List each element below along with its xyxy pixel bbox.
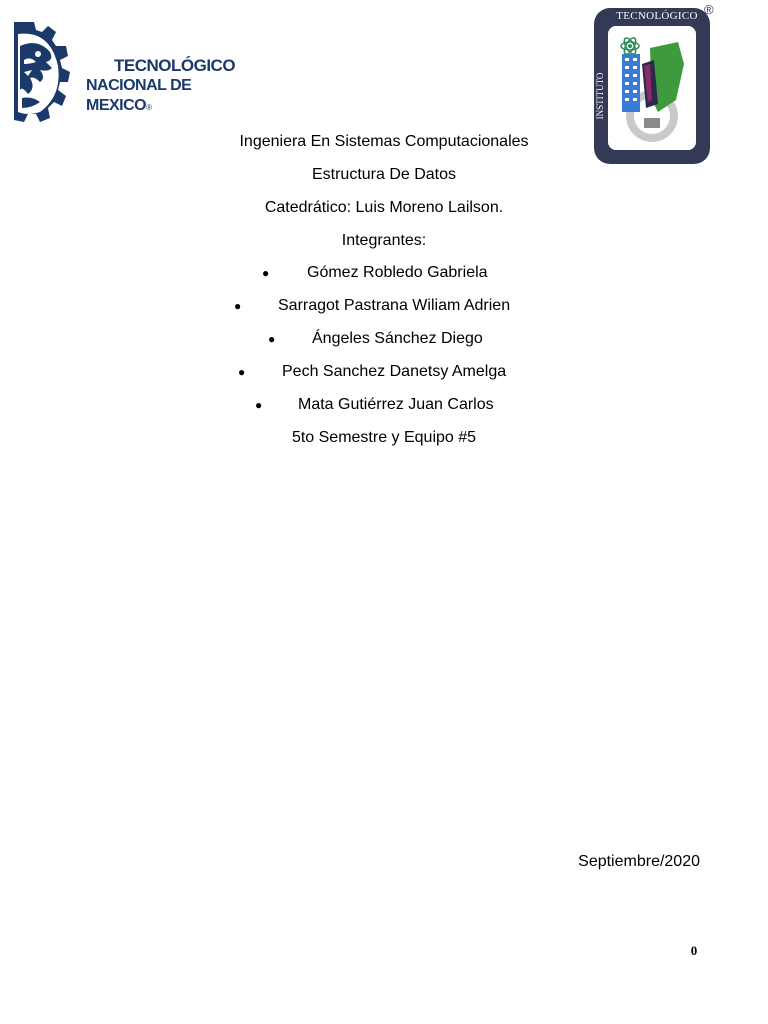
bullet-icon: ●: [255, 398, 263, 412]
itcancun-right-text: DE CANCÚN: [714, 69, 724, 123]
members-heading-text: Integrantes:: [341, 232, 427, 249]
member-name: Mata Gutiérrez Juan Carlos: [298, 396, 494, 413]
tecnm-wordmark-line1: TECNOLÓGICO: [114, 56, 236, 75]
itcancun-left-text: INSTITUTO: [595, 72, 605, 120]
page-number: 0: [690, 943, 698, 958]
bullet-icon: ●: [262, 266, 270, 280]
tecnm-wordmark: [86, 56, 240, 118]
professor-line: Catedrático: Luis Moreno Lailson.: [264, 199, 504, 216]
tecnm-wordmark-line2: [86, 76, 240, 118]
tecnm-wordmark-line2-text: NACIONAL DE MEXICO: [86, 77, 192, 114]
document-date: Septiembre/2020: [578, 853, 700, 870]
itcancun-registered-mark: ®: [704, 2, 714, 17]
bullet-icon: ●: [268, 332, 276, 346]
member-name: Ángeles Sánchez Diego: [312, 330, 483, 347]
itcancun-top-text: TECNOLÓGICO: [616, 10, 698, 22]
tecnm-logo: [10, 16, 240, 140]
subject-title: Estructura De Datos: [311, 166, 457, 183]
member-name: Gómez Robledo Gabriela: [307, 264, 488, 281]
bullet-icon: ●: [234, 299, 242, 313]
semester-team-line: 5to Semestre y Equipo #5: [291, 429, 477, 446]
bullet-icon: ●: [238, 365, 246, 379]
tecnm-gear-eagle-icon: [10, 16, 80, 140]
registered-mark: ®: [146, 103, 152, 112]
career-title: Ingeniera En Sistemas Computacionales: [239, 133, 529, 150]
member-name: Pech Sanchez Danetsy Amelga: [282, 363, 507, 380]
member-name: Sarragot Pastrana Wiliam Adrien: [278, 297, 511, 314]
members-heading: [0, 231, 768, 251]
